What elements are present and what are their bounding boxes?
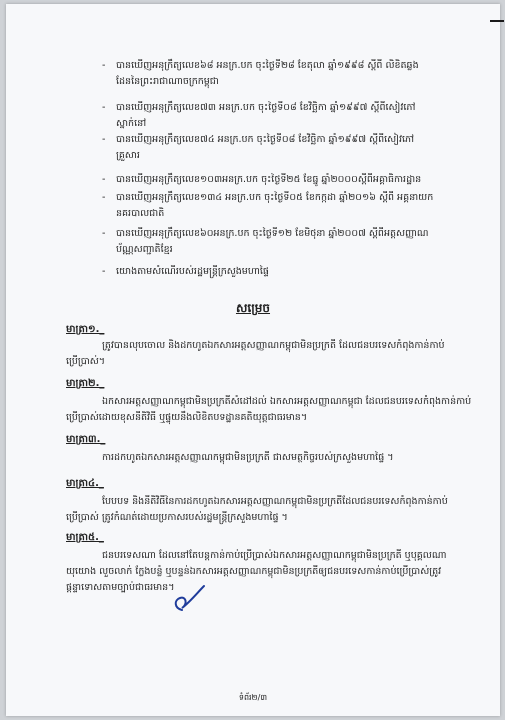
article-line: ប្រើប្រាស់ដោយខុសនីតិវិធី ឬផ្ទុយនឹងលិខិតបទដ្ឋានគតិយុត្តជាធរមាន។	[66, 412, 308, 423]
document-page	[6, 4, 500, 716]
article-body	[66, 394, 472, 426]
decision-title: សម្រេច	[235, 301, 271, 315]
bullet-line: ដែននៃព្រះរាជាណាចក្រកម្ពុជា	[116, 76, 219, 87]
article-body	[102, 450, 472, 466]
bullet-line: គ្រួសារ	[116, 150, 140, 161]
bullet-line: បានឃើញអនុក្រឹត្យលេខ១៣៤ អនក្រ.បក ចុះថ្ងៃទី០៥ ខែកក្កដា ឆ្នាំ២០១៦ ស្ដីពី អគ្គនាយក	[116, 192, 434, 203]
article-line: ប្រើប្រាស់ ត្រូវកំណត់ដោយប្រកាសរបស់រដ្ឋមន្ត្រីក្រសួងមហាផ្ទៃ ។	[66, 512, 288, 523]
article-body	[66, 548, 472, 596]
article-heading: មាត្រា៥._	[66, 532, 104, 543]
bullet-line: បានឃើញអនុក្រឹត្យលេខ៦៨ អនក្រ.បក ចុះថ្ងៃទី២៨ ខែតុលា ឆ្នាំ១៩៩៨ ស្ដីពី លិខិតឆ្លង	[116, 60, 419, 71]
article-heading: មាត្រា៣._	[66, 434, 106, 445]
article-line: ការដកហូតឯកសារអត្តសញ្ញាណកម្ពុជាមិនប្រក្រតី ជាសមត្ថកិច្ចរបស់ក្រសួងមហាផ្ទៃ ។	[102, 452, 394, 463]
document-content: - បានឃើញអនុក្រឹត្យលេខ៦៨ អនក្រ.បក ចុះថ្ងៃទី២៨ ខែតុលា ឆ្នាំ១៩៩៨ ស្ដីពី លិខិតឆ្លង ដែននៃព្រះរាជាណាចក្រកម្ពុជា - បានឃើញអនុក្រឹត្យលេខ៧៣ អនក្រ.បក ចុះថ្ងៃទី០៨ ខែវិច្ឆិកា ឆ្នាំ១៩៩៧ ស្ដីពីសៀវភៅ ស្នាក់នៅ - បានឃើញអនុក្រឹត្យលេខ៧៤ អនក្រ.បក ចុះថ្ងៃទី០៨ ខែវិច្ឆិកា ឆ្នាំ១៩៩៧ ស្ដីពីសៀវភៅ គ្រួសារ - បានឃើញអនុក្រឹត្យលេខ១០៣អនក្រ.បក ចុះថ្ងៃទី២៥ ខែធ្នូ ឆ្នាំ២០០០ស្ដីពីអគ្គាធិការដ្ឋាន - បានឃើញអនុក្រឹត្យលេខ១៣៤ អនក្រ.បក ចុះថ្ងៃទី០៥ ខែកក្កដា ឆ្នាំ២០១៦ ស្ដីពី អគ្គនាយក នគរបាលជាតិ - បានឃើញអនុក្រឹត្យលេខ៦០អនក្រ.បក ចុះថ្ងៃទី១២ ខែមិថុនា ឆ្នាំ២០០៧ ស្ដីពីអត្តសញ្ញាណ ប័ណ្ណសញ្ជាតិខ្មែរ - យោងតាមសំណើរបស់រដ្ឋមន្ត្រីក្រសួងមហាផ្ទៃ សម្រេច មាត្រា១._ ត្រូវបានលុបចោល និងដកហូតឯកសារអត្តសញ្ញាណកម្ពុជាមិនប្រក្រតី ដែលជនបរទេសកំពុងកាន់កាប់ ប្រើប្រាស់។ មាត្រា២._ ឯកសារអត្តសញ្ញាណកម្ពុជាមិនប្រក្រតីសំដៅដល់ ឯកសារអត្តសញ្ញាណកម្ពុជា ដែលជនបរទេសកំពុងកាន់កាប់ ប្រើប្រាស់ដោយខុសនីតិវិធី ឬផ្ទុយនឹងលិខិតបទដ្ឋានគតិយុត្តជាធរមាន។ មាត្រា៣._ ការដកហូតឯកសារអត្តសញ្ញាណកម្ពុជាមិនប្រក្រតី ជាសមត្ថកិច្ចរបស់ក្រសួងមហាផ្ទៃ ។ មាត្រា៤._ បែបបទ និងនីតិវិធីនៃការដកហូតឯកសារអត្តសញ្ញាណកម្ពុជាមិនប្រក្រតីដែលជនបរទេសកំពុងកាន់កាប់ ប្រើប្រាស់ ត្រូវកំណត់ដោយប្រកាសរបស់រដ្ឋមន្ត្រីក្រសួងមហាផ្ទៃ ។ មាត្រា៥._ ជនបរទេសណា ដែលនៅតែបន្តកាន់កាប់ប្រើប្រាស់ឯកសារអត្តសញ្ញាណកម្ពុជាមិនប្រក្រតី ឬបុគ្គលណា យុយោង លួចលាក់ ក្លែងបន្លំ ឬបន្ទន់ឯកសារអត្តសញ្ញាណកម្ពុជាមិនប្រក្រតីឲ្យជនបរទេសកាន់កាប់ប្រើប្រាស់ត្រូវ ផ្ដន្ទាទោសតាមច្បាប់ជាធរមាន។ ទំព័រ២/៣	[6, 4, 500, 716]
article-line: បែបបទ និងនីតិវិធីនៃការដកហូតឯកសារអត្តសញ្ញាណកម្ពុជាមិនប្រក្រតីដែលជនបរទេសកំពុងកាន់កាប់	[102, 496, 448, 507]
bullet-line: យោងតាមសំណើរបស់រដ្ឋមន្ត្រីក្រសួងមហាផ្ទៃ	[116, 266, 269, 277]
article-line: ផ្ដន្ទាទោសតាមច្បាប់ជាធរមាន។	[66, 582, 175, 593]
article-heading: មាត្រា១._	[66, 324, 105, 335]
bullet-line: បានឃើញអនុក្រឹត្យលេខ៧៣ អនក្រ.បក ចុះថ្ងៃទី០៨ ខែវិច្ឆិកា ឆ្នាំ១៩៩៧ ស្ដីពីសៀវភៅ	[116, 102, 416, 113]
article-line: ឯកសារអត្តសញ្ញាណកម្ពុជាមិនប្រក្រតីសំដៅដល់ ឯកសារអត្តសញ្ញាណកម្ពុជា ដែលជនបរទេសកំពុងកាន់កាប់	[102, 396, 472, 407]
bullet-line: ស្នាក់នៅ	[116, 118, 147, 129]
article-line: ត្រូវបានលុបចោល និងដកហូតឯកសារអត្តសញ្ញាណកម្ពុជាមិនប្រក្រតី ដែលជនបរទេសកំពុងកាន់កាប់	[102, 340, 445, 351]
bullet-line: បានឃើញអនុក្រឹត្យលេខ៧៤ អនក្រ.បក ចុះថ្ងៃទី០៨ ខែវិច្ឆិកា ឆ្នាំ១៩៩៧ ស្ដីពីសៀវភៅ	[116, 134, 415, 145]
bullet-line: នគរបាលជាតិ	[116, 208, 165, 219]
article-line: ជនបរទេសណា ដែលនៅតែបន្តកាន់កាប់ប្រើប្រាស់ឯកសារអត្តសញ្ញាណកម្ពុជាមិនប្រក្រតី ឬបុគ្គលណា	[102, 550, 447, 561]
article-body	[66, 338, 472, 370]
article-heading: មាត្រា២._	[66, 378, 105, 389]
article-line: ប្រើប្រាស់។	[66, 356, 106, 367]
bullet-line: ប័ណ្ណសញ្ជាតិខ្មែរ	[116, 244, 173, 255]
bullet-line: បានឃើញអនុក្រឹត្យលេខ១០៣អនក្រ.បក ចុះថ្ងៃទី២៥ ខែធ្នូ ឆ្នាំ២០០០ស្ដីពីអគ្គាធិការដ្ឋាន	[116, 174, 422, 185]
handwritten-signature	[168, 582, 208, 616]
page-number: ទំព័រ២/៣	[238, 693, 268, 702]
article-line: យុយោង លួចលាក់ ក្លែងបន្លំ ឬបន្ទន់ឯកសារអត្តសញ្ញាណកម្ពុជាមិនប្រក្រតីឲ្យជនបរទេសកាន់កាប់ប្រើប្រាស់ត្រូវ	[66, 566, 442, 577]
article-body	[66, 494, 472, 526]
article-heading: មាត្រា៤._	[66, 478, 104, 489]
bullet-line: បានឃើញអនុក្រឹត្យលេខ៦០អនក្រ.បក ចុះថ្ងៃទី១២ ខែមិថុនា ឆ្នាំ២០០៧ ស្ដីពីអត្តសញ្ញាណ	[116, 228, 429, 239]
